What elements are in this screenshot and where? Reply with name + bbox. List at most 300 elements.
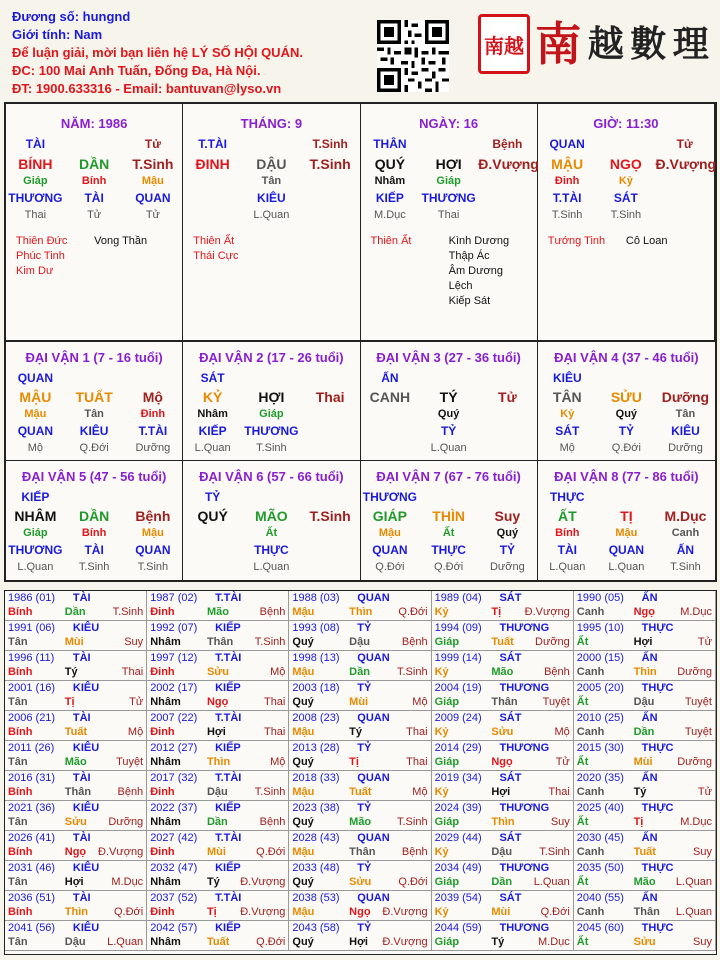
hidden-ten-gods-text: TỶ — [440, 423, 457, 438]
ten-god: THỰC — [641, 802, 674, 814]
ten-god: SÁT — [499, 772, 522, 784]
annual-line-1 — [292, 802, 427, 816]
dai-van-5[interactable] — [6, 461, 183, 580]
life-stage: Đ.Vượng — [382, 906, 428, 918]
ten-god-stem-text: TỶ — [204, 489, 221, 504]
life-stage: Đ.Vượng — [382, 936, 428, 948]
year-label: 2029 (44) — [434, 832, 482, 844]
life-stage: Đ.Vượng — [240, 906, 286, 918]
ten-god: KIÊU — [72, 862, 100, 874]
annual-line-1 — [292, 712, 427, 726]
annual-line-2 — [292, 906, 427, 920]
annual-cell[interactable] — [574, 891, 716, 921]
pillar-0 — [6, 104, 183, 342]
pillar-title: GIỜ: 11:30 — [593, 116, 659, 131]
life-stages — [183, 208, 359, 222]
annual-line-2 — [435, 636, 570, 650]
annual-line-1 — [292, 772, 427, 786]
branch: Tý — [64, 666, 78, 678]
annual-cell[interactable] — [574, 771, 716, 801]
star-item: Kim Dư — [16, 265, 54, 277]
annual-cell[interactable] — [574, 591, 716, 621]
annual-line-1 — [292, 622, 427, 636]
stem-branch — [361, 154, 537, 174]
life-stages-text: L.Quan — [253, 209, 290, 221]
annual-line-1 — [577, 742, 712, 756]
dai-van-title: ĐẠI VẬN 1 (7 - 16 tuổi) — [25, 350, 163, 365]
branch: Tý — [206, 876, 220, 888]
annual-cell[interactable] — [5, 831, 147, 861]
annual-cell[interactable] — [147, 621, 289, 651]
annual-line-2 — [577, 846, 712, 860]
annual-cell[interactable] — [432, 591, 574, 621]
hidden-stems-text: Giáp — [259, 407, 284, 420]
annual-line-1 — [8, 652, 143, 666]
brand-calligraphy — [532, 16, 712, 71]
annual-cell[interactable] — [147, 711, 289, 741]
ten-god: T.TÀI — [215, 592, 242, 604]
ten-god: T.TÀI — [215, 832, 242, 844]
branch: Tuất — [491, 636, 514, 648]
ten-god-stem — [183, 368, 359, 387]
ten-god: KIẾP — [215, 682, 241, 694]
stem: Bính — [8, 666, 33, 678]
annual-line-1 — [577, 682, 712, 696]
star-item: Âm Dương Lệch — [448, 265, 503, 292]
life-stage: Bệnh — [259, 606, 286, 618]
year-label: 2017 (32) — [150, 772, 198, 784]
hidden-stems-text: Tân — [261, 175, 282, 187]
life-stage: Thai — [263, 696, 286, 708]
annual-line-2 — [435, 846, 570, 860]
hidden-stems-text: Đinh — [140, 407, 166, 420]
life-stage: M.Dục — [111, 876, 144, 888]
dai-van-body — [361, 487, 537, 574]
hidden-stems-text: Mậu — [24, 407, 47, 420]
hidden-ten-gods-text: THƯƠNG — [244, 423, 299, 438]
annual-cell[interactable] — [289, 591, 431, 621]
hidden-stems-text: Tân — [675, 407, 696, 420]
star-item: Thái Cực — [193, 250, 239, 262]
ten-god: TÀI — [72, 772, 91, 784]
life-stage: Dưỡng — [535, 636, 570, 648]
dai-van-8[interactable] — [538, 461, 715, 580]
year-label: 2031 (46) — [8, 862, 56, 874]
annual-cell[interactable] — [147, 801, 289, 831]
annual-line-2 — [292, 606, 427, 620]
year-label: 2039 (54) — [434, 892, 482, 904]
life-stage: T.Sinh — [254, 636, 286, 648]
stars-right — [271, 234, 349, 264]
stars-right — [94, 234, 172, 279]
pillar-title: NĂM: 1986 — [60, 116, 128, 131]
ten-god: KIÊU — [72, 742, 100, 754]
annual-line-2 — [292, 786, 427, 800]
stem-branch-text: Đ.Vượng — [655, 156, 717, 172]
stem: Mậu — [292, 786, 315, 798]
annual-line-1 — [8, 862, 143, 876]
chart-header — [12, 8, 372, 100]
stem: Ất — [576, 756, 589, 768]
annual-cell[interactable] — [147, 831, 289, 861]
ten-god-stem-text: TÀI — [25, 137, 46, 151]
branch: Tý — [633, 786, 647, 798]
branch: Tị — [349, 756, 359, 768]
stem: Nhâm — [150, 816, 181, 828]
year-label: 2021 (36) — [8, 802, 56, 814]
annual-line-1 — [150, 592, 285, 606]
annual-cell[interactable] — [432, 711, 574, 741]
annual-line-2 — [8, 636, 143, 650]
hidden-stems-text: Mậu — [378, 526, 401, 539]
life-stage: Thai — [548, 786, 570, 798]
annual-line-2 — [8, 786, 143, 800]
ten-god-stem — [538, 487, 715, 506]
annual-cell[interactable] — [147, 741, 289, 771]
annual-cell[interactable] — [5, 621, 147, 651]
annual-cell[interactable] — [289, 891, 431, 921]
annual-cell[interactable] — [147, 771, 289, 801]
stars-block — [538, 222, 714, 249]
four-pillars-panel — [4, 102, 717, 582]
annual-cell[interactable] — [5, 711, 147, 741]
annual-line-1 — [8, 832, 143, 846]
annual-cell[interactable] — [289, 711, 431, 741]
hidden-ten-gods-text: T.TÀI — [552, 191, 582, 205]
branch: Hợi — [64, 876, 84, 888]
hidden-ten-gods — [538, 421, 715, 440]
annual-line-1 — [435, 832, 570, 846]
life-stages-text: Thai — [24, 209, 47, 221]
annual-cell[interactable] — [574, 921, 716, 951]
stem: Canh — [576, 666, 605, 678]
branch: Thân — [633, 906, 660, 918]
ten-god: ẤN — [641, 892, 658, 904]
annual-cell[interactable] — [574, 861, 716, 891]
year-label: 2001 (16) — [8, 682, 56, 694]
year-label: 2038 (53) — [292, 892, 340, 904]
life-stages-text: Tử — [87, 209, 102, 221]
stem: Canh — [576, 606, 605, 618]
annual-cell[interactable] — [432, 861, 574, 891]
branch: Dậu — [206, 786, 228, 798]
ten-god-stem-text: Bệnh — [492, 137, 523, 151]
branch: Dần — [206, 816, 228, 828]
ten-god: SÁT — [499, 832, 522, 844]
annual-line-2 — [150, 756, 285, 770]
stem-branch-text: NGỌ — [609, 156, 642, 172]
annual-cell[interactable] — [147, 681, 289, 711]
ten-god: ẤN — [641, 652, 658, 664]
annual-cell[interactable] — [5, 591, 147, 621]
stem-branch — [6, 506, 182, 525]
dai-van-body — [538, 368, 715, 455]
stem: Quý — [292, 696, 314, 708]
hidden-stems-text: Mậu — [615, 526, 638, 539]
ten-god: KIÊU — [72, 802, 100, 814]
year-label: 1986 (01) — [8, 592, 56, 604]
life-stage: M.Dục — [680, 606, 712, 618]
annual-cell[interactable] — [5, 921, 147, 951]
life-stages-text: Tử — [145, 209, 160, 221]
annual-cell[interactable] — [147, 861, 289, 891]
dai-van-3[interactable] — [361, 342, 538, 461]
pillar-3 — [538, 104, 715, 342]
branch: Mùi — [633, 756, 653, 768]
hidden-stems — [538, 525, 715, 540]
annual-line-1 — [150, 832, 285, 846]
stem-branch — [6, 387, 182, 406]
annual-cell[interactable] — [574, 711, 716, 741]
annual-cell[interactable] — [289, 861, 431, 891]
dai-van-4[interactable] — [538, 342, 715, 461]
ten-god: KIẾP — [215, 862, 241, 874]
stem: Nhâm — [150, 936, 181, 948]
branch: Mão — [349, 816, 372, 828]
annual-line-1 — [577, 652, 712, 666]
hidden-stems-text: Đinh — [554, 175, 580, 187]
hidden-ten-gods-text: THỰC — [254, 542, 289, 557]
ten-god-stem — [183, 134, 359, 154]
life-stages-text: Dưỡng — [668, 441, 703, 454]
year-label: 2043 (58) — [292, 922, 340, 934]
annual-line-2 — [8, 726, 143, 740]
star-item: Vong Thần — [94, 235, 148, 247]
annual-line-2 — [150, 606, 285, 620]
stem-branch-text: CANH — [369, 388, 411, 405]
stem: Giáp — [434, 876, 460, 888]
stars-right — [449, 234, 527, 309]
ten-god: THƯƠNG — [499, 922, 550, 934]
annual-cell[interactable] — [432, 651, 574, 681]
life-stage: Tử — [555, 756, 570, 768]
life-stages-text: L.Quan — [17, 560, 54, 573]
life-stage: M.Dục — [538, 936, 570, 948]
annual-line-1 — [150, 712, 285, 726]
annual-cell[interactable] — [574, 681, 716, 711]
star-item: Kình Dương — [448, 235, 510, 247]
stem-branch-text: HỢI — [258, 388, 285, 405]
branch: Tý — [491, 936, 505, 948]
hidden-ten-gods — [6, 188, 182, 208]
brand-char: 南 — [535, 17, 582, 71]
year-label: 2020 (35) — [576, 772, 624, 784]
annual-cell[interactable] — [147, 921, 289, 951]
annual-cell[interactable] — [289, 741, 431, 771]
qr-code[interactable] — [377, 20, 449, 92]
life-stage: Q.Đới — [398, 876, 428, 888]
life-stage: Q.Đới — [540, 906, 570, 918]
hidden-stems — [361, 174, 537, 188]
annual-line-2 — [577, 726, 712, 740]
branch: Tuất — [206, 936, 230, 948]
hidden-ten-gods-text: TỶ — [499, 542, 516, 557]
annual-cell[interactable] — [5, 891, 147, 921]
annual-cell[interactable] — [432, 831, 574, 861]
branch: Hợi — [633, 636, 653, 648]
hidden-ten-gods-text: T.TÀI — [138, 423, 168, 438]
dai-van-7[interactable] — [361, 461, 538, 580]
annual-cell[interactable] — [147, 891, 289, 921]
branch: Ngọ — [64, 846, 87, 858]
annual-cell[interactable] — [432, 921, 574, 951]
annual-cell[interactable] — [432, 621, 574, 651]
annual-line-1 — [577, 832, 712, 846]
stem: Ất — [576, 816, 589, 828]
branch: Mão — [206, 606, 229, 618]
annual-cell[interactable] — [289, 681, 431, 711]
annual-cell[interactable] — [289, 771, 431, 801]
stem-branch — [361, 387, 537, 406]
hidden-ten-gods — [183, 421, 359, 440]
hidden-stems-text: Ất — [265, 526, 278, 539]
ten-god: TỶ — [357, 862, 372, 874]
hidden-ten-gods-text: KIẾP — [375, 191, 404, 205]
ten-god-stem — [6, 368, 182, 387]
year-label: 2045 (60) — [576, 922, 624, 934]
annual-cell[interactable] — [289, 621, 431, 651]
branch: Mão — [64, 756, 87, 768]
year-label: 1999 (14) — [434, 652, 482, 664]
ten-god: TÀI — [72, 652, 91, 664]
annual-line-2 — [292, 876, 427, 890]
stem-branch — [183, 387, 359, 406]
dai-van-body — [6, 487, 182, 574]
stem-branch — [361, 506, 537, 525]
star-item: Thập Ác — [448, 250, 490, 262]
annual-cell[interactable] — [147, 591, 289, 621]
dai-van-1[interactable] — [6, 342, 183, 461]
dai-van-title: ĐẠI VẬN 4 (37 - 46 tuổi) — [554, 350, 699, 365]
annual-cell[interactable] — [5, 771, 147, 801]
stem-branch-text: TÂN — [552, 388, 582, 405]
annual-line-2 — [292, 846, 427, 860]
annual-cell[interactable] — [5, 861, 147, 891]
life-stages-text: L.Quan — [430, 441, 467, 454]
ten-god: KIẾP — [215, 742, 241, 754]
stars-block — [6, 222, 182, 279]
hidden-stems-text: Nhâm — [197, 407, 228, 420]
annual-cell[interactable] — [5, 681, 147, 711]
annual-cell[interactable] — [574, 741, 716, 771]
year-label: 2002 (17) — [150, 682, 198, 694]
annual-line-1 — [292, 682, 427, 696]
hidden-stems — [183, 406, 359, 421]
dai-van-body — [361, 368, 537, 455]
annual-line-1 — [150, 622, 285, 636]
stem-branch-text: THÌN — [432, 507, 465, 524]
life-stage: M.Dục — [680, 816, 712, 828]
annual-cell[interactable] — [289, 651, 431, 681]
annual-cell[interactable] — [574, 621, 716, 651]
hidden-stems-text: Giáp — [23, 526, 48, 539]
life-stage: Suy — [693, 846, 712, 858]
dai-van-6[interactable] — [183, 461, 360, 580]
annual-line-1 — [150, 682, 285, 696]
annual-cell[interactable] — [432, 681, 574, 711]
stem: Đinh — [150, 846, 175, 858]
annual-line-1 — [8, 772, 143, 786]
hidden-stems-text: Bính — [81, 526, 107, 539]
stem-branch — [6, 154, 182, 174]
life-stage: T.Sinh — [539, 846, 570, 858]
life-stage: Q.Đới — [256, 846, 286, 858]
life-stages — [361, 440, 537, 455]
annual-cell[interactable] — [147, 651, 289, 681]
ten-god-stem — [538, 368, 715, 387]
annual-cell[interactable] — [289, 801, 431, 831]
annual-line-1 — [435, 892, 570, 906]
ten-god: THỰC — [641, 742, 674, 754]
hidden-stems-text: Ất — [442, 526, 455, 539]
stars-left — [193, 234, 271, 264]
stem: Ất — [576, 876, 589, 888]
annual-cell[interactable] — [574, 651, 716, 681]
annual-cell[interactable] — [289, 831, 431, 861]
hidden-ten-gods-text: KIÊU — [257, 191, 286, 205]
stem: Nhâm — [150, 876, 181, 888]
annual-cell[interactable] — [289, 921, 431, 951]
life-stages-text: Mộ — [27, 441, 44, 454]
annual-cell[interactable] — [5, 651, 147, 681]
annual-line-2 — [8, 906, 143, 920]
branch: Mùi — [491, 906, 511, 918]
annual-cell[interactable] — [432, 801, 574, 831]
life-stage: Tử — [697, 786, 712, 798]
annual-cell[interactable] — [5, 801, 147, 831]
annual-line-2 — [292, 756, 427, 770]
year-label: 1998 (13) — [292, 652, 340, 664]
branch: Tý — [349, 726, 362, 738]
annual-cell[interactable] — [432, 771, 574, 801]
stem: Mậu — [292, 906, 315, 918]
stem-branch — [183, 506, 359, 525]
ten-god-stem-text: T.Sinh — [312, 137, 348, 151]
stars-left — [371, 234, 449, 309]
stem-branch-text: Tử — [498, 388, 517, 405]
ten-god: T.TÀI — [215, 652, 242, 664]
annual-cell[interactable] — [432, 741, 574, 771]
annual-cell[interactable] — [432, 891, 574, 921]
stem-branch-text: TỊ — [620, 507, 633, 524]
hidden-stems — [183, 525, 359, 540]
annual-line-2 — [292, 636, 427, 650]
ten-god-stem — [6, 134, 182, 154]
life-stages-text: Q.Đới — [434, 560, 464, 573]
brand-char: 理 — [672, 22, 709, 65]
dai-van-title: ĐẠI VẬN 3 (27 - 36 tuổi) — [376, 350, 521, 365]
branch: Mão — [491, 666, 514, 678]
hidden-ten-gods-text: TÀI — [557, 542, 577, 557]
stem: Nhâm — [150, 756, 181, 768]
ten-god: TÀI — [72, 832, 91, 844]
branch: Ngọ — [633, 606, 655, 618]
hidden-stems-text: Nhâm — [374, 175, 406, 187]
dai-van-2[interactable] — [183, 342, 360, 461]
stem: Đinh — [150, 786, 175, 798]
branch: Hợi — [349, 936, 368, 948]
annual-line-2 — [150, 636, 285, 650]
annual-line-1 — [150, 922, 285, 936]
annual-cell[interactable] — [574, 801, 716, 831]
branch: Dậu — [633, 696, 655, 708]
annual-cell[interactable] — [574, 831, 716, 861]
ten-god: SÁT — [499, 712, 522, 724]
stem-branch-text: MÃO — [255, 507, 288, 524]
stem-branch-text: T.Sinh — [309, 156, 351, 172]
annual-cell[interactable] — [5, 741, 147, 771]
life-stage: Bệnh — [544, 666, 570, 678]
